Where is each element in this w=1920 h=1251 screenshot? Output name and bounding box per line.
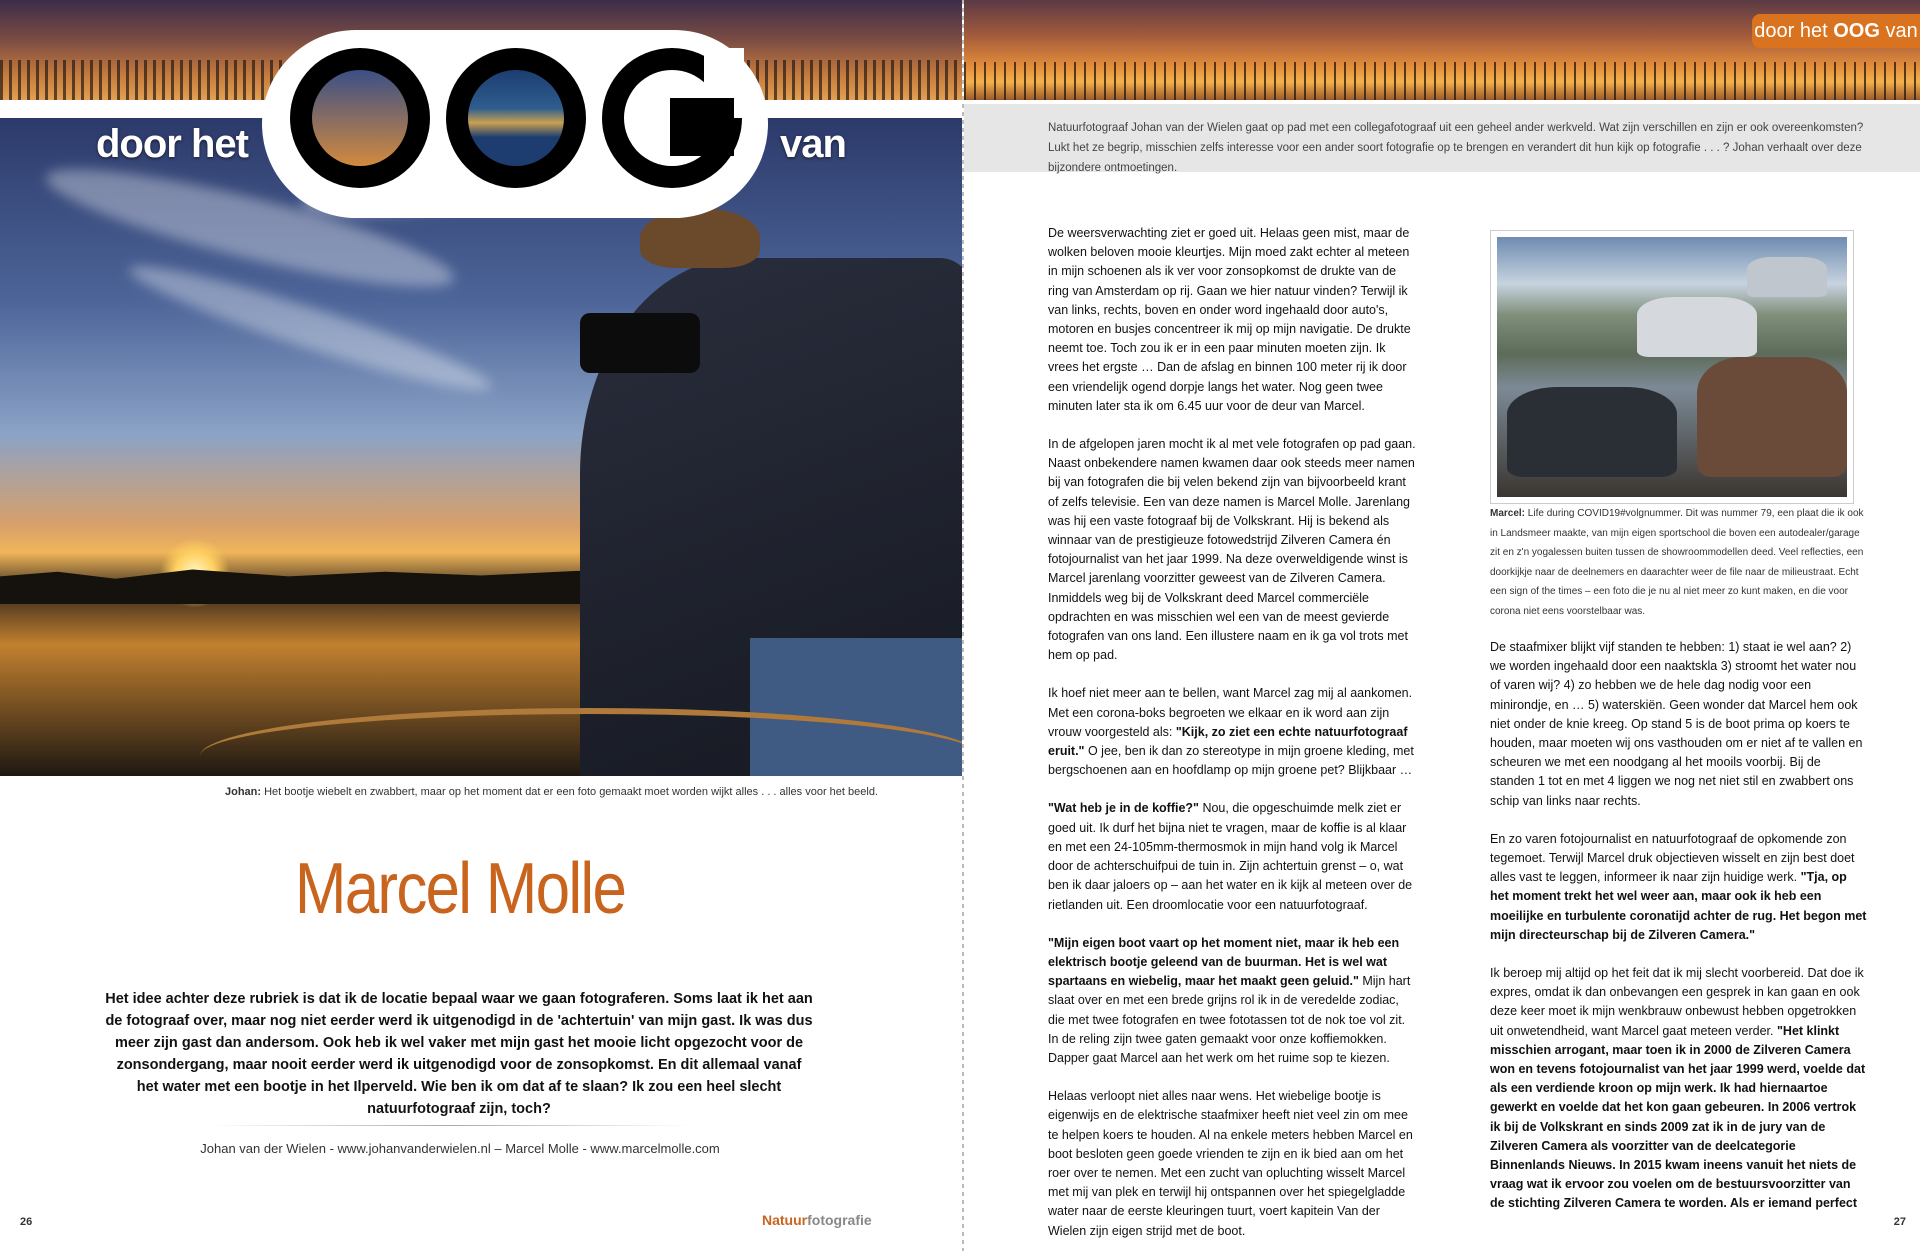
car: [1697, 357, 1847, 477]
paragraph: [1048, 934, 1418, 1068]
kicker-van: van: [780, 122, 846, 166]
oog-lens-photo: [312, 70, 408, 166]
quote: "Kijk, zo ziet een echte natuurfotograaf eruit.": [1048, 724, 1408, 759]
paragraph-text: Ik hoef niet meer aan te bellen, want Marcel zag mij al aankomen. Met een corona-boks begroeten we elkaar en ik word aan zijn vrouw voorgesteld als:: [1048, 686, 1413, 739]
paragraph: In de afgelopen jaren mocht ik al met vele fotografen op pad gaan. Naast onbekendere namen kwamen daar ook steeds meer namen bij van fotografen die bij velen bekend zijn van bijvoorbeeld krant of zelfs televisie. Een van deze namen is Marcel Molle. Jarenlang was hij een vaste fotograaf bij de Volkskrant. Hij is bekend als winnaar van de prestigieuze fotowedstrijd Zilveren Camera én fotojournalist van het jaar 1999. Na deze overweldigende winst is Marcel jarenlang voorzitter geweest van de Zilveren Camera. Inmiddels weg bij de Volkskrant deed Marcel commerciële opdrachten en was misschien wel een van de meest gevierde fotografen van ons land. Een illustere naam en ik ga vol trots met hem op pad.: [1048, 437, 1416, 663]
oog-lens-photo: [468, 70, 564, 166]
article-lede: Natuurfotograaf Johan van der Wielen gaat op pad met een collegafotograaf uit een geheel ander werkveld. Wat zijn verschillen en zijn er ook overeenkomsten? Lukt het ze begrip, misschien zelfs interesse voor een ander soort fotografie op te brengen en verandert dit hun kijk op fotografie . . . ? Johan verhaalt over deze bijzondere ontmoetingen.: [1048, 122, 1864, 174]
inset-photo-caption: [1490, 504, 1868, 621]
section-tag-pre: door het: [1754, 20, 1834, 42]
quote: "Wat heb je in de koffie?": [1048, 801, 1199, 816]
article-title: Marcel Molle: [294, 849, 626, 929]
inset-photo-cars-reflection: [1490, 230, 1854, 504]
body-column-2: [1490, 638, 1868, 1233]
oog-g-bar: [670, 98, 734, 156]
paragraph-text: O jee, ben ik dan zo stereotype in mijn groene kleding, met bergschoenen aan en hoofdlamp op mijn groene pet? Blijkbaar …: [1048, 744, 1414, 778]
quote: "Het klinkt misschien arrogant, maar toen ik in 2000 de Zilveren Camera won en tevens fotojournalist van het jaar 1999 werd, voelde dat als een verdiende kroon op mijn werk. Ik had hiernaartoe gewerkt en voelde dat het kon gaan gebeuren. In 2006 vertrok ik bij de Volkskrant en sinds 2009 zat ik in de jury van de Zilveren Camera als voorzitter van de deelcategorie Binnenlands Nieuws. In 2015 kwam ineens vanuit het niets de vraag wat ik ervoor zou voelen om de bestuursvoorzitter van de stichting Zilveren Camera te worden. Als er iemand perfect: [1490, 1023, 1866, 1211]
divider: [210, 1125, 690, 1126]
page-number-right: 27: [1893, 1216, 1906, 1228]
magazine-brand: [762, 1212, 872, 1228]
paragraph: Helaas verloopt niet alles naar wens. Het wiebelige bootje is eigenwijs en de elektrische staafmixer heeft niet veel zin om mee te helpen koers te houden. Al na enkele meters hebben Marcel en boot besloten geen goede vrienden te zijn en ik bied aan om het roer over te nemen. Met een zucht van opluchting wisselt Marcel met mij van plek en terwijl hij ontspannen over het spiegelgladde water naar de eerste kleuringen tuurt, voert kapitein Van der Wielen zijn eigen strijd met de boot.: [1048, 1089, 1413, 1238]
caption-author: Marcel:: [1490, 508, 1526, 519]
caption-text: Life during COVID19#volgnummer. Dit was nummer 79, een plaat die ik ook in Landsmeer maakte, van mijn eigen sportschool die boven een autodealer/garage zit en z'n yogalessen buiten tussen de showroommodellen deed. Veel reflecties, een doorkijkje naar de deelnemers en daarachter weer de file naar de milieustraat. Echt een sign of the times – een foto die je nu al niet meer zo kunt maken, en die voor corona niet eens voorstelbaar was.: [1490, 508, 1864, 617]
photo-caption: [60, 786, 878, 798]
paragraph: [1048, 799, 1418, 914]
paragraph: [1490, 964, 1868, 1214]
camera: [580, 313, 700, 373]
quote: "Tja, op het moment trekt het wel weer aan, maar ook ik heb een moeilijke en turbulente coronatijd achter de rug. Het begon met mijn directeurschap bij de Zilveren Camera.": [1490, 870, 1867, 942]
right-page: [964, 0, 1920, 1251]
page-number-left: 26: [20, 1216, 33, 1228]
car: [1637, 297, 1757, 357]
section-tag-post: van: [1879, 20, 1918, 42]
paragraph-text: Mijn hart slaat over en met een brede grijns rol ik in de veredelde zodiac, die met twee fotografen en twee fototassen tot de nok toe vol zit. In de reling zijn twee gaten gemaakt voor onze koffiemokken. Dapper gaat Marcel aan het werk om het ruime sop te kiezen.: [1048, 974, 1411, 1065]
inset-photo-content: [1497, 237, 1847, 497]
paragraph: [1490, 830, 1868, 945]
oog-logo-letter-o-second: [446, 48, 586, 188]
paragraph: De weersverwachting ziet er goed uit. Helaas geen mist, maar de wolken beloven mooie kleurtjes. Mijn moed zakt echter al meteen in mijn schoenen als ik ver voor zonsopkomst de drukte van de ring van Amsterdam op rij. Gaan we hier natuur vinden? Terwijl ik van links, rechts, boven en onder word ingehaald door auto's, motoren en busjes concentreer ik mij op mijn navigatie. De drukte neemt toe. Toch zou ik er in een paar minuten moeten zijn. Ik vrees het ergste … Dan de afslag en binnen 100 meter rij ik door een vriendelijk ogend dorpje langs het water. Nog geen twee minuten later sta ik om 6.45 uur voor de deur van Marcel.: [1048, 226, 1411, 413]
credits-line: Johan van der Wielen - www.johanvanderwielen.nl – Marcel Molle - www.marcelmolle.com: [200, 1141, 720, 1156]
paragraph-text: Nou, die opgeschuimde melk ziet er goed uit. Ik durf het bijna niet te vragen, maar de koffie is al klaar en met een 24-105mm-thermosmok in mijn hand volg ik Marcel door de achterschuifpui de tuin in. Zijn achtertuin grenst – o, wat ben ik daar jaloers op – aan het water en ik kijk al meteen over de rietlanden uit. Een droomlocatie voor een natuurfotograaf.: [1048, 801, 1413, 912]
caption-author: Johan:: [224, 786, 262, 798]
paragraph-text: En zo varen fotojournalist en natuurfotograaf de opkomende zon tegemoet. Terwijl Marcel druk objectieven wisselt en zijn best doet alles vast te leggen, informeer ik naar zijn huidige werk.: [1490, 831, 1855, 885]
paragraph: [1048, 684, 1418, 780]
kicker-door-het: door het: [96, 122, 248, 166]
quote: "Mijn eigen boot vaart op het moment niet, maar ik heb een elektrisch bootje geleend van de buurman. Het is wel wat spartaans en wiebelig, maar het maakt geen geluid.": [1048, 935, 1400, 989]
section-tag: [1752, 14, 1920, 48]
header-reeds: [964, 62, 1920, 100]
brand-bold: Natuur: [762, 1212, 808, 1228]
paragraph-text: Ik beroep mij altijd op het feit dat ik mij slecht voorbereid. Dat doe ik expres, omdat ik dan onbevangen een gesprek in kan gaan en ook deze keer moet ik mijn wenkbrauw onbewust hebben opgetrokken uit onwetendheid, want Marcel gaat meteen verder.: [1490, 966, 1864, 1038]
car: [1747, 257, 1827, 297]
section-tag-bold: OOG: [1833, 20, 1880, 42]
body-column-1: [1048, 224, 1418, 1251]
article-intro: Het idee achter deze rubriek is dat ik de locatie bepaal waar we gaan fotograferen. Soms laat ik het aan de fotograaf over, maar nog niet eerder werd ik uitgenodigd in de 'achtertuin' van mijn gast. Ik was dus meer zijn gast dan andersom. Ook heb ik wel vaker met mijn gast het mooie licht opgezocht voor de zonsondergang, maar nooit eerder werd ik uitgenodigd voor de zonsopkomst. En dit allemaal vanaf het water met een bootje in het Ilperveld. Wie ben ik om dat af te slaan? Ik zou een heel slecht natuurfotograaf zijn, toch?: [105, 991, 813, 1117]
car: [1507, 387, 1677, 477]
caption-text: Het bootje wiebelt en zwabbert, maar op het moment dat er een foto gemaakt moet worden wijkt alles . . . alles voor het beeld.: [264, 786, 878, 798]
photographer-figure: [560, 198, 962, 776]
paragraph: De staafmixer blijkt vijf standen te hebben: 1) staat ie wel aan? 2) we worden ingehaald door een naaktskla 3) stroomt het water nou of varen wij? 4) zo hebben we de hele dag nodig voor een minirondje, en … 5) waterskiën. Geen wonder dat Marcel hem ook niet onder de knie kreeg. Op stand 5 is de boot prima op koers te houden, maar moeten wij ons vasthouden om er niet af te vallen en scheuren we met een noodgang al het mooils voorbij. Bij de standen 1 tot en met 4 liggen we nog net niet stil en zwabbert ons schip van links naar rechts.: [1490, 640, 1863, 808]
brand-rest: fotografie: [807, 1212, 872, 1228]
oog-logo-letter-o-first: [290, 48, 430, 188]
